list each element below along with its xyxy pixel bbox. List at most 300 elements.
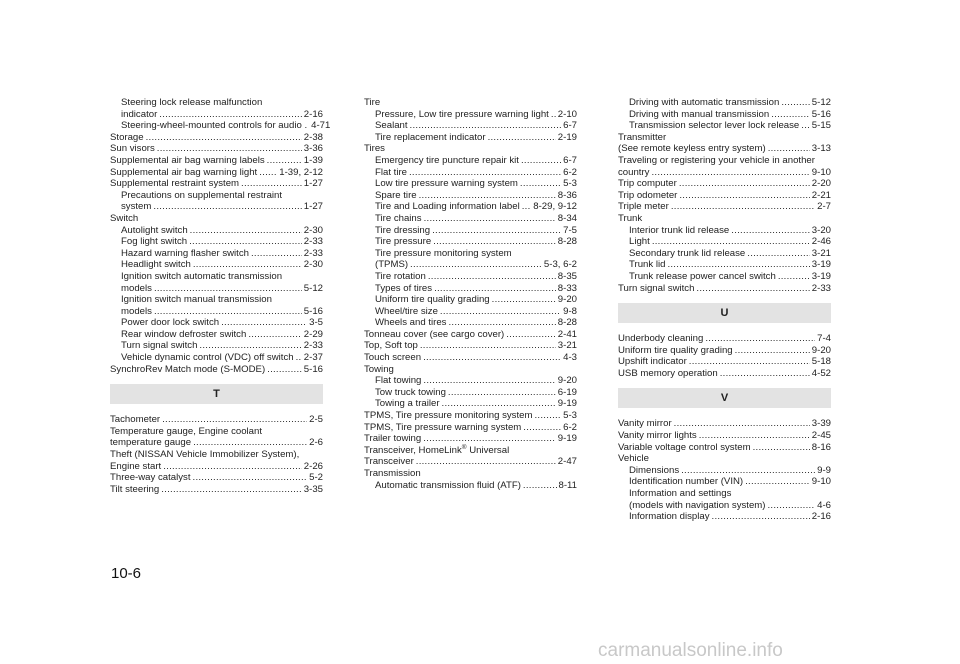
index-entry	[110, 364, 323, 376]
entry-label: Turn signal switch	[618, 282, 695, 294]
page-reference: 8-28	[557, 317, 577, 329]
index-column-2	[364, 97, 577, 491]
index-entry	[364, 352, 577, 364]
entry-label: Steering-wheel-mounted controls for audio .	[121, 120, 308, 132]
dot-leader	[434, 283, 556, 295]
page-reference: 2-46	[811, 236, 831, 248]
entry-label: Turn signal switch	[121, 340, 198, 352]
page-reference: 3-35	[303, 483, 323, 495]
page-reference: 2-6	[309, 437, 323, 449]
dot-leader	[153, 201, 301, 213]
page-reference: 5-2	[309, 472, 323, 484]
page-reference: 8-28	[557, 236, 577, 248]
page-reference: 4-3	[563, 352, 577, 364]
index-entry	[364, 225, 577, 237]
index-entry	[618, 500, 831, 512]
index-entry	[364, 167, 577, 179]
dot-leader	[523, 480, 557, 492]
dot-leader	[267, 364, 302, 376]
index-entry	[618, 476, 831, 488]
index-entry	[110, 259, 323, 271]
dot-leader	[768, 143, 810, 155]
page-reference: 9-20	[557, 375, 577, 387]
index-entry	[110, 109, 323, 121]
index-entry	[364, 387, 577, 399]
dot-leader	[720, 368, 810, 380]
entry-label: Power door lock switch	[121, 317, 220, 329]
index-entry-text: Switch	[110, 212, 139, 224]
entry-label: Fog light switch	[121, 236, 188, 248]
index-entry	[110, 132, 323, 144]
entry-label: Tachometer	[110, 414, 161, 426]
index-entry	[618, 345, 831, 357]
page-reference: 3-21	[557, 340, 577, 352]
dot-leader	[534, 410, 561, 422]
page-reference: 2-33	[303, 247, 323, 259]
index-entry	[110, 461, 323, 473]
index-entry	[618, 442, 831, 454]
index-entry	[110, 329, 323, 341]
dot-leader	[745, 476, 810, 488]
dot-leader	[410, 120, 562, 132]
page-reference: 2-7	[817, 201, 831, 213]
entry-label: Tilt steering	[110, 483, 160, 495]
entry-label: Low tire pressure warning system	[375, 178, 518, 190]
page-number: 10-6	[111, 565, 142, 582]
page-reference: 4-71	[311, 120, 331, 132]
entry-label: Types of tires	[375, 282, 433, 294]
page-reference: 5-16	[303, 363, 323, 375]
index-entry-text: Temperature gauge, Engine coolant	[110, 425, 263, 437]
page-reference: 3-19	[811, 259, 831, 271]
page-reference: 5-15	[811, 120, 831, 132]
entry-label: TPMS, Tire pressure monitoring system	[364, 410, 533, 422]
index-entry-text: Tires	[364, 143, 385, 155]
page-reference: 2-33	[303, 340, 323, 352]
index-entry	[110, 120, 331, 132]
page-reference: 2-33	[811, 282, 831, 294]
entry-label: Tonneau cover (see cargo cover)	[364, 328, 505, 340]
watermark-text: carmanualsonline.info	[598, 640, 783, 661]
page-reference: 9-20	[811, 344, 831, 356]
entry-label: Information display	[629, 511, 710, 523]
index-entry	[618, 97, 831, 109]
index-column-1	[110, 97, 331, 495]
dot-leader	[667, 259, 809, 271]
dot-leader	[442, 398, 556, 410]
index-entry	[110, 178, 323, 190]
entry-label: Underbody cleaning	[618, 333, 704, 345]
index-entry-text: Transmission	[364, 468, 421, 479]
page-reference: 8-11	[558, 479, 577, 491]
entry-label: Interior trunk lid release	[629, 224, 730, 236]
entry-label: Headlight switch	[121, 259, 191, 271]
page-reference: 2-16	[811, 511, 831, 523]
entry-label: Tire rotation	[375, 270, 426, 282]
entry-label: USB memory operation	[618, 367, 718, 379]
dot-leader	[768, 500, 816, 512]
dot-leader	[712, 511, 810, 523]
page-reference: 4-6	[817, 499, 831, 511]
index-entry	[618, 465, 831, 477]
page-reference: 2-45	[811, 430, 831, 442]
index-entry-text: Information and settings	[629, 488, 732, 500]
index-entry	[364, 236, 577, 248]
entry-label: Supplemental air bag warning light	[110, 166, 258, 178]
entry-label: Identification number (VIN)	[629, 476, 744, 488]
entry-label: Hazard warning flasher switch	[121, 247, 249, 259]
page-reference: 6-2	[563, 421, 577, 433]
dot-leader	[679, 190, 809, 202]
page-reference: 5-16	[811, 108, 831, 120]
entry-label: Trip computer	[618, 178, 677, 190]
index-entry	[618, 368, 831, 380]
entry-label: Vanity mirror	[618, 418, 672, 430]
dot-leader	[705, 333, 815, 345]
entry-label: country	[618, 166, 650, 178]
index-entry	[110, 472, 323, 484]
entry-label: Touch screen	[364, 352, 422, 364]
page-reference: 5-3	[563, 410, 577, 422]
page-reference: 1-39, 2-12	[279, 166, 323, 178]
index-entry	[364, 213, 577, 225]
index-entry	[110, 248, 323, 260]
dot-leader	[652, 236, 810, 248]
page-reference: 9-8	[563, 305, 577, 317]
dot-leader	[193, 437, 307, 449]
dot-leader	[448, 317, 555, 329]
dot-leader	[681, 465, 815, 477]
entry-label: Pressure, Low tire pressure warning light	[375, 108, 549, 120]
dot-leader	[428, 271, 556, 283]
page-reference: 9-10	[811, 166, 831, 178]
dot-leader	[699, 430, 810, 442]
entry-label: Tow truck towing	[375, 386, 446, 398]
entry-label: Triple meter	[618, 201, 669, 213]
page-reference: 7-5	[563, 224, 577, 236]
index-entry	[618, 190, 831, 202]
dot-leader	[520, 178, 561, 190]
dot-leader	[488, 132, 556, 144]
dot-leader	[259, 167, 277, 179]
index-entry	[618, 109, 831, 121]
page-reference: 3-39	[811, 418, 831, 430]
entry-label: Tire replacement indicator	[375, 131, 486, 143]
dot-leader	[199, 340, 301, 352]
dot-leader	[731, 225, 810, 237]
dot-leader	[679, 178, 810, 190]
index-entry	[364, 433, 577, 445]
page-reference: 1-27	[303, 178, 323, 190]
entry-label: Wheel/tire size	[375, 305, 438, 317]
page-reference: 9-19	[557, 433, 577, 445]
dot-leader	[492, 294, 556, 306]
index-entry-text: Precautions on supplemental restraint	[121, 189, 283, 201]
entry-label: Tire chains	[375, 212, 422, 224]
page-reference: 5-16	[303, 305, 323, 317]
dot-leader	[420, 340, 556, 352]
dot-leader	[424, 213, 556, 225]
index-column-3	[618, 97, 831, 523]
entry-label: models	[121, 305, 152, 317]
index-entry	[364, 271, 577, 283]
page-reference: 3-13	[811, 143, 831, 155]
index-entry	[364, 132, 577, 144]
index-entry	[364, 178, 577, 190]
index-entry	[364, 456, 577, 468]
index-entry	[618, 236, 831, 248]
section-letter-heading: V	[618, 388, 831, 408]
dot-leader	[221, 317, 307, 329]
entry-label: Tire dressing	[375, 224, 431, 236]
dot-leader	[251, 248, 302, 260]
entry-label: Storage	[110, 131, 144, 143]
dot-leader	[506, 329, 556, 341]
index-entry	[618, 259, 831, 271]
page-reference: 3-19	[811, 270, 831, 282]
index-entry	[110, 283, 323, 295]
page-reference: 2-41	[557, 328, 577, 340]
page-reference: 3-21	[811, 247, 831, 259]
dot-leader	[747, 248, 810, 260]
index-entry	[364, 201, 577, 213]
index-entry-text: Vehicle	[618, 453, 649, 465]
entry-label: Vanity mirror lights	[618, 430, 697, 442]
entry-label: Trunk release power cancel switch	[629, 270, 776, 282]
index-entry	[618, 333, 831, 345]
entry-label: indicator	[121, 108, 158, 120]
entry-label: Supplemental air bag warning labels	[110, 154, 265, 166]
entry-label: Flat towing	[375, 375, 422, 387]
index-entry	[110, 167, 323, 179]
index-entry-text: Traveling or registering your vehicle in another	[618, 154, 815, 166]
dot-leader	[671, 201, 815, 213]
dot-leader	[248, 329, 301, 341]
page-reference: 8-16	[811, 441, 831, 453]
entry-label: Engine start	[110, 460, 162, 472]
index-entry	[618, 248, 831, 260]
entry-label: Tire and Loading information label	[375, 201, 520, 213]
dot-leader	[440, 306, 561, 318]
page-reference: 2-33	[303, 236, 323, 248]
index-entry-text: Tire	[364, 97, 381, 108]
index-entry	[364, 480, 577, 492]
entry-label: system	[121, 201, 152, 213]
page-reference: 1-27	[303, 201, 323, 213]
index-entry-text	[364, 445, 577, 457]
index-entry	[618, 511, 831, 523]
page-reference: 9-10	[811, 476, 831, 488]
entry-label: Upshift indicator	[618, 356, 687, 368]
entry-label: Flat tire	[375, 166, 407, 178]
page-reference: 8-29, 9-12	[533, 201, 577, 213]
dot-leader	[163, 461, 302, 473]
entry-label: Transmission selector lever lock release	[629, 120, 800, 132]
dot-leader	[416, 456, 556, 468]
index-entry	[364, 155, 577, 167]
entry-label: Uniform tire quality grading	[618, 344, 733, 356]
dot-leader	[689, 356, 810, 368]
entry-label: Dimensions	[629, 464, 680, 476]
index-entry	[364, 410, 577, 422]
page-reference: 8-35	[557, 270, 577, 282]
dot-leader	[551, 109, 556, 121]
dot-leader	[419, 190, 556, 202]
index-entry	[110, 484, 323, 496]
index-entry	[364, 317, 577, 329]
dot-leader	[189, 236, 302, 248]
entry-label: Spare tire	[375, 189, 417, 201]
index-entry	[364, 294, 577, 306]
dot-leader	[674, 418, 810, 430]
index-entry	[364, 422, 577, 434]
index-entry	[618, 167, 831, 179]
dot-leader	[296, 352, 302, 364]
dot-leader	[161, 484, 302, 496]
entry-label: Emergency tire puncture repair kit	[375, 154, 519, 166]
dot-leader	[433, 236, 556, 248]
dot-leader	[423, 433, 556, 445]
index-entry	[110, 317, 323, 329]
dot-leader	[190, 225, 302, 237]
dot-leader	[410, 259, 542, 271]
dot-leader	[146, 132, 302, 144]
dot-leader	[801, 120, 810, 132]
dot-leader	[267, 155, 302, 167]
page-reference: 6-2	[563, 166, 577, 178]
page-reference: 6-7	[563, 120, 577, 132]
dot-leader	[523, 422, 561, 434]
index-entry	[618, 143, 831, 155]
page-reference: 2-30	[303, 259, 323, 271]
index-entry	[364, 259, 577, 271]
index-entry	[618, 356, 831, 368]
entry-label: Autolight switch	[121, 224, 188, 236]
index-entry	[618, 430, 831, 442]
page-reference: 2-10	[557, 108, 577, 120]
index-entry	[364, 109, 577, 121]
page-reference: 2-19	[557, 131, 577, 143]
entry-label: Driving with manual transmission	[629, 108, 770, 120]
dot-leader	[696, 283, 809, 295]
dot-leader	[423, 352, 561, 364]
page-reference: 2-47	[557, 456, 577, 468]
entry-label-continued: Universal	[466, 444, 510, 456]
entry-label: SynchroRev Match mode (S-MODE)	[110, 363, 266, 375]
entry-label: temperature gauge	[110, 437, 192, 449]
dot-leader	[521, 155, 561, 167]
page-reference: 8-33	[557, 282, 577, 294]
entry-label: Wheels and tires	[375, 317, 447, 329]
page-reference: 2-21	[811, 189, 831, 201]
index-entry	[364, 306, 577, 318]
entry-label: Variable voltage control system	[618, 441, 751, 453]
dot-leader	[753, 442, 810, 454]
entry-label: Three-way catalyst	[110, 472, 191, 484]
index-entry	[364, 120, 577, 132]
page-reference: 8-34	[557, 212, 577, 224]
index-entry	[364, 329, 577, 341]
dot-leader	[735, 345, 810, 357]
page-reference: 2-29	[303, 328, 323, 340]
index-entry	[364, 190, 577, 202]
entry-label: (models with navigation system)	[629, 499, 766, 511]
index-entry-text: Towing	[364, 363, 394, 375]
dot-leader	[432, 225, 561, 237]
index-entry-text: Ignition switch manual transmission	[121, 294, 272, 306]
index-entry	[618, 283, 831, 295]
index-entry	[110, 306, 323, 318]
index-entry	[618, 201, 831, 213]
page-reference: 9-20	[557, 294, 577, 306]
entry-label: Sun visors	[110, 143, 155, 155]
entry-label: Transceiver, HomeLink	[364, 444, 462, 456]
entry-label: Towing a trailer	[375, 398, 440, 410]
index-entry	[110, 236, 323, 248]
dot-leader	[193, 472, 308, 484]
page-reference: 2-5	[309, 414, 323, 426]
page-reference: 6-7	[563, 154, 577, 166]
index-entry	[364, 398, 577, 410]
dot-leader	[781, 97, 809, 109]
index-entry-text: Tire pressure monitoring system	[375, 247, 512, 259]
dot-leader	[522, 201, 532, 213]
page-reference: 9-9	[817, 464, 831, 476]
page-reference: 3-5	[309, 317, 323, 329]
page-reference: 2-20	[811, 178, 831, 190]
page-reference: 2-37	[303, 352, 323, 364]
index-entry	[364, 340, 577, 352]
entry-label: Tire pressure	[375, 236, 432, 248]
index-entry	[364, 375, 577, 387]
dot-leader	[157, 143, 302, 155]
entry-label: models	[121, 282, 152, 294]
dot-leader	[771, 109, 810, 121]
entry-label: TPMS, Tire pressure warning system	[364, 421, 522, 433]
dot-leader	[193, 259, 302, 271]
dot-leader	[778, 271, 810, 283]
section-letter-heading: U	[618, 303, 831, 323]
index-entry-text: Trunk	[618, 212, 643, 224]
index-entry	[618, 120, 831, 132]
page-reference: 2-26	[303, 460, 323, 472]
index-entry-text: Steering lock release malfunction	[121, 97, 263, 108]
index-entry	[618, 225, 831, 237]
index-entry	[110, 201, 323, 213]
page-reference: 5-3, 6-2	[543, 259, 577, 271]
entry-label: Transceiver	[364, 456, 414, 468]
page-reference: 4-52	[811, 367, 831, 379]
entry-label: (See remote keyless entry system)	[618, 143, 766, 155]
page-reference: 9-19	[557, 398, 577, 410]
entry-label: Top, Soft top	[364, 340, 418, 352]
page-reference: 1-39	[303, 154, 323, 166]
index-entry	[110, 340, 323, 352]
entry-label: Driving with automatic transmission	[629, 97, 780, 108]
dot-leader	[159, 109, 302, 121]
page-reference: 2-16	[303, 108, 323, 120]
section-letter-heading: T	[110, 384, 323, 404]
entry-label: (TPMS)	[375, 259, 409, 271]
page-reference: 3-20	[811, 224, 831, 236]
dot-leader	[154, 283, 302, 295]
entry-label: Rear window defroster switch	[121, 328, 247, 340]
page-reference: 8-36	[557, 189, 577, 201]
dot-leader	[241, 178, 302, 190]
page-reference: 2-30	[303, 224, 323, 236]
index-entry	[110, 225, 323, 237]
page-reference: 2-38	[303, 131, 323, 143]
